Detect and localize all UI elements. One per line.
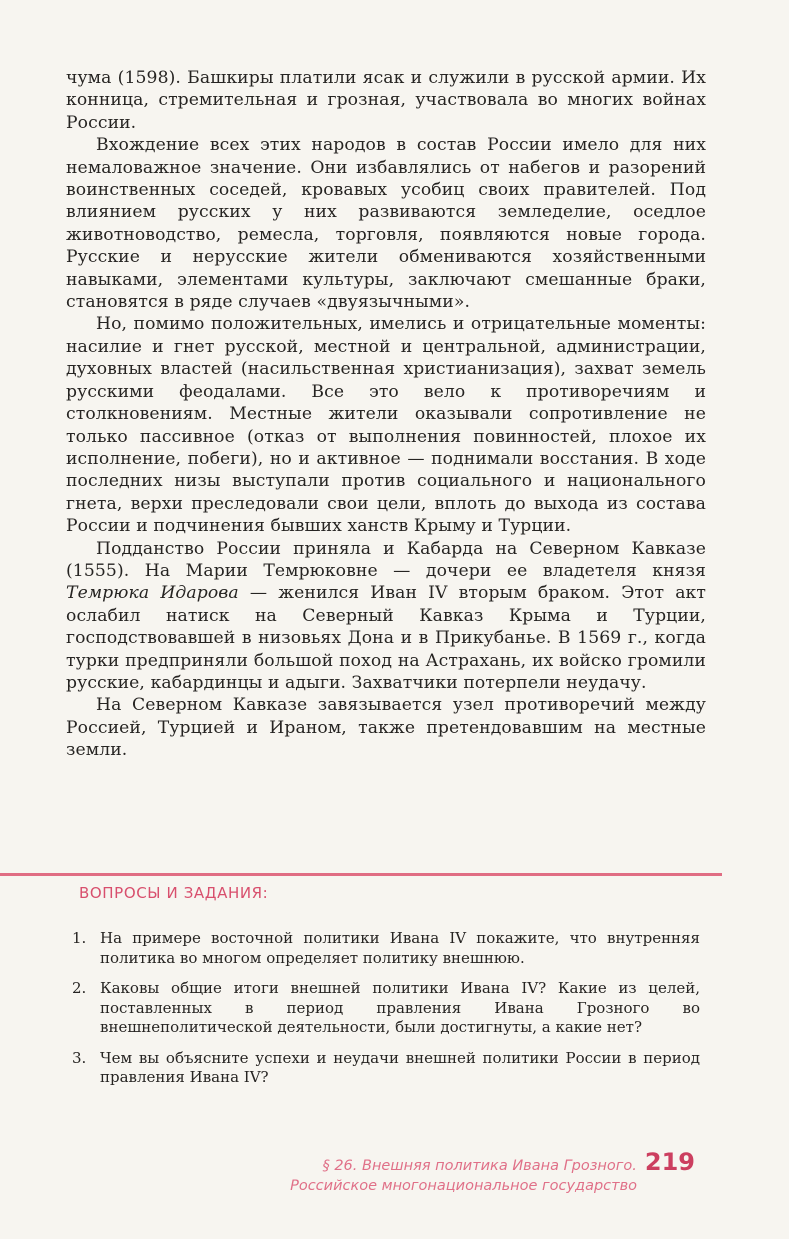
question-number: 1. <box>72 929 87 947</box>
question-text: Чем вы объясните успехи и неудачи внешней политики России в период правления Ивана IV? <box>100 1048 700 1086</box>
page-number: 219 <box>644 1148 695 1176</box>
paragraph-2: Вхождение всех этих народов в состав России имело для них немаловажное значение. Они избавлялись от набегов и разорений воинственных соседей, кровавых усобиц своих правителей. Под влиянием русских у них развиваются земледелие, оседлое животноводство, ремесла, торговля, появляются новые города. Русские и нерусские жители обмениваются хозяйственными навыками, элементами культуры, заключают смешанные браки, становятся в ряде случаев «двуязычными». <box>66 135 706 313</box>
questions-heading: ВОПРОСЫ И ЗАДАНИЯ: <box>79 884 269 902</box>
paragraph-4 <box>66 538 706 695</box>
question-item <box>68 979 700 1038</box>
running-footer <box>290 1148 695 1194</box>
question-number: 2. <box>72 979 87 997</box>
paragraph-1: чума (1598). Башкиры платили ясак и служили в русской армии. Их конница, стремительная и грозная, участвовала во многих войнах России. <box>66 68 706 133</box>
footer-section-title: § 26. Внешняя политика Ивана Грозного. <box>322 1158 637 1174</box>
paragraph-4-part-1: Подданство России приняла и Кабарда на Северном Кавказе (1555). На Марии Темрюковне — дочери ее владетеля князя <box>66 538 706 581</box>
question-number: 3. <box>72 1048 87 1067</box>
paragraph-5: На Северном Кавказе завязывается узел противоречий между Россией, Турцией и Ираном, также претендовавшим на местные земли. <box>66 695 706 761</box>
question-text: На примере восточной политики Ивана IV покажите, что внутренняя политика во многом определяет политику внешнюю. <box>100 929 700 967</box>
question-text: Каковы общие итоги внешней политики Ивана IV? Какие из целей, поставленных в период правления Ивана Грозного во внешнеполитической деятельности, были достигнуты, а какие нет? <box>100 979 700 1036</box>
footer-chapter-title: Российское многонациональное государство <box>290 1178 637 1194</box>
question-item <box>68 1049 700 1088</box>
footer-section-line <box>290 1148 695 1176</box>
section-divider <box>0 873 722 876</box>
paragraph-4-italic-name: Темрюка Идарова <box>66 583 239 604</box>
questions-list <box>68 929 700 1099</box>
question-item <box>68 929 700 968</box>
paragraph-3: Но, помимо положительных, имелись и отрицательные моменты: насилие и гнет русской, местной и центральной, администрации, духовных властей (насильственная христианизация), захват земель русскими феодалами. Все это вело к противоречиям и столкновениям. Местные жители оказывали сопротивление не только пассивное (отказ от выполнения повинностей, плохое их исполнение, побеги), но и активное — поднимали восстания. В ходе последних низы выступали против социального и национального гнета, верхи преследовали свои цели, вплоть до выхода из состава России и подчинения бывших ханств Крыму и Турции. <box>66 314 706 537</box>
paragraph-4-part-2: — женился Иван IV вторым браком. Этот акт ослабил натиск на Северный Кавказ Крыма и Турции, господствовавшей в низовьях Дона и в Прикубанье. В 1569 г., когда турки предприняли большой поход на Астрахань, их войско громили русские, кабардинцы и адыги. Захватчики потерпели неудачу. <box>66 583 706 693</box>
main-text <box>66 67 706 762</box>
